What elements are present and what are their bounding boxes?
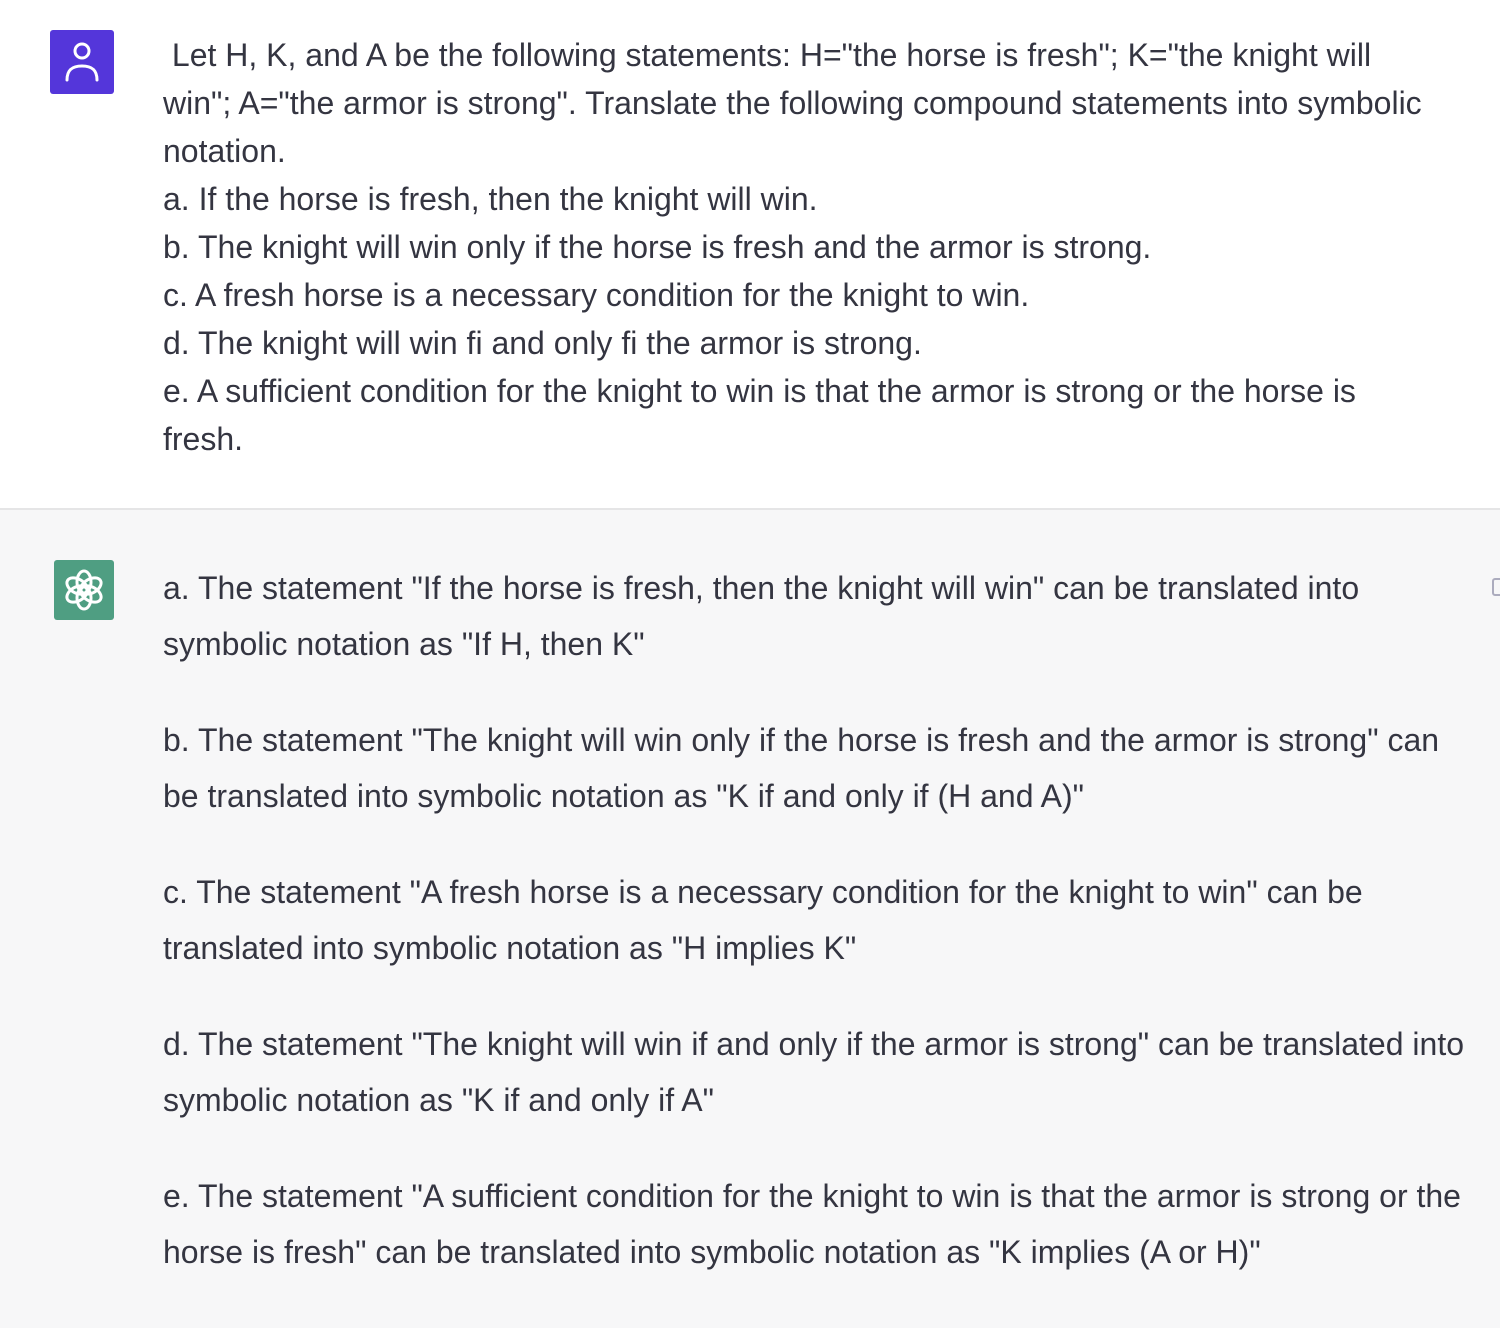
answer-paragraph-a: a. The statement "If the horse is fresh, then the knight will win" can be translated into symbolic notation as "If H, then K" <box>163 570 1360 662</box>
answer-paragraph-b: b. The statement "The knight will win only if the horse is fresh and the armor is strong" can be translated into symbolic notation as "K if and only if (H and A)" <box>163 722 1440 814</box>
user-message-text <box>163 31 1443 463</box>
user-message-line: e. A sufficient condition for the knight to win is that the armor is strong or the horse is fresh. <box>163 373 1365 457</box>
answer-paragraph-d: d. The statement "The knight will win if and only if the armor is strong" can be translated into symbolic notation as "K if and only if A" <box>163 1026 1464 1118</box>
user-message-line: Let H, K, and A be the following statements: H="the horse is fresh"; K="the knight will win"; A="the armor is strong". Translate the following compound statements into symbolic notation. <box>163 37 1431 169</box>
copy-icon[interactable] <box>1492 578 1500 596</box>
assistant-avatar <box>54 560 114 620</box>
answer-paragraph-c: c. The statement "A fresh horse is a necessary condition for the knight to win" can be translated into symbolic notation as "H implies K" <box>163 874 1363 966</box>
answer-paragraph-e: e. The statement "A sufficient condition for the knight to win is that the armor is strong or the horse is fresh" can be translated into symbolic notation as "K implies (A or H)" <box>163 1178 1461 1270</box>
assistant-message-text <box>163 560 1473 1320</box>
assistant-message <box>0 510 1500 1328</box>
user-message-line: a. If the horse is fresh, then the knight will win. <box>163 181 818 217</box>
user-avatar <box>50 30 114 94</box>
user-icon <box>64 40 100 84</box>
openai-logo-icon <box>62 568 106 612</box>
user-message <box>0 0 1500 510</box>
user-message-line: d. The knight will win fi and only fi the armor is strong. <box>163 325 922 361</box>
user-message-line: c. A fresh horse is a necessary condition for the knight to win. <box>163 277 1030 313</box>
user-message-line: b. The knight will win only if the horse is fresh and the armor is strong. <box>163 229 1152 265</box>
